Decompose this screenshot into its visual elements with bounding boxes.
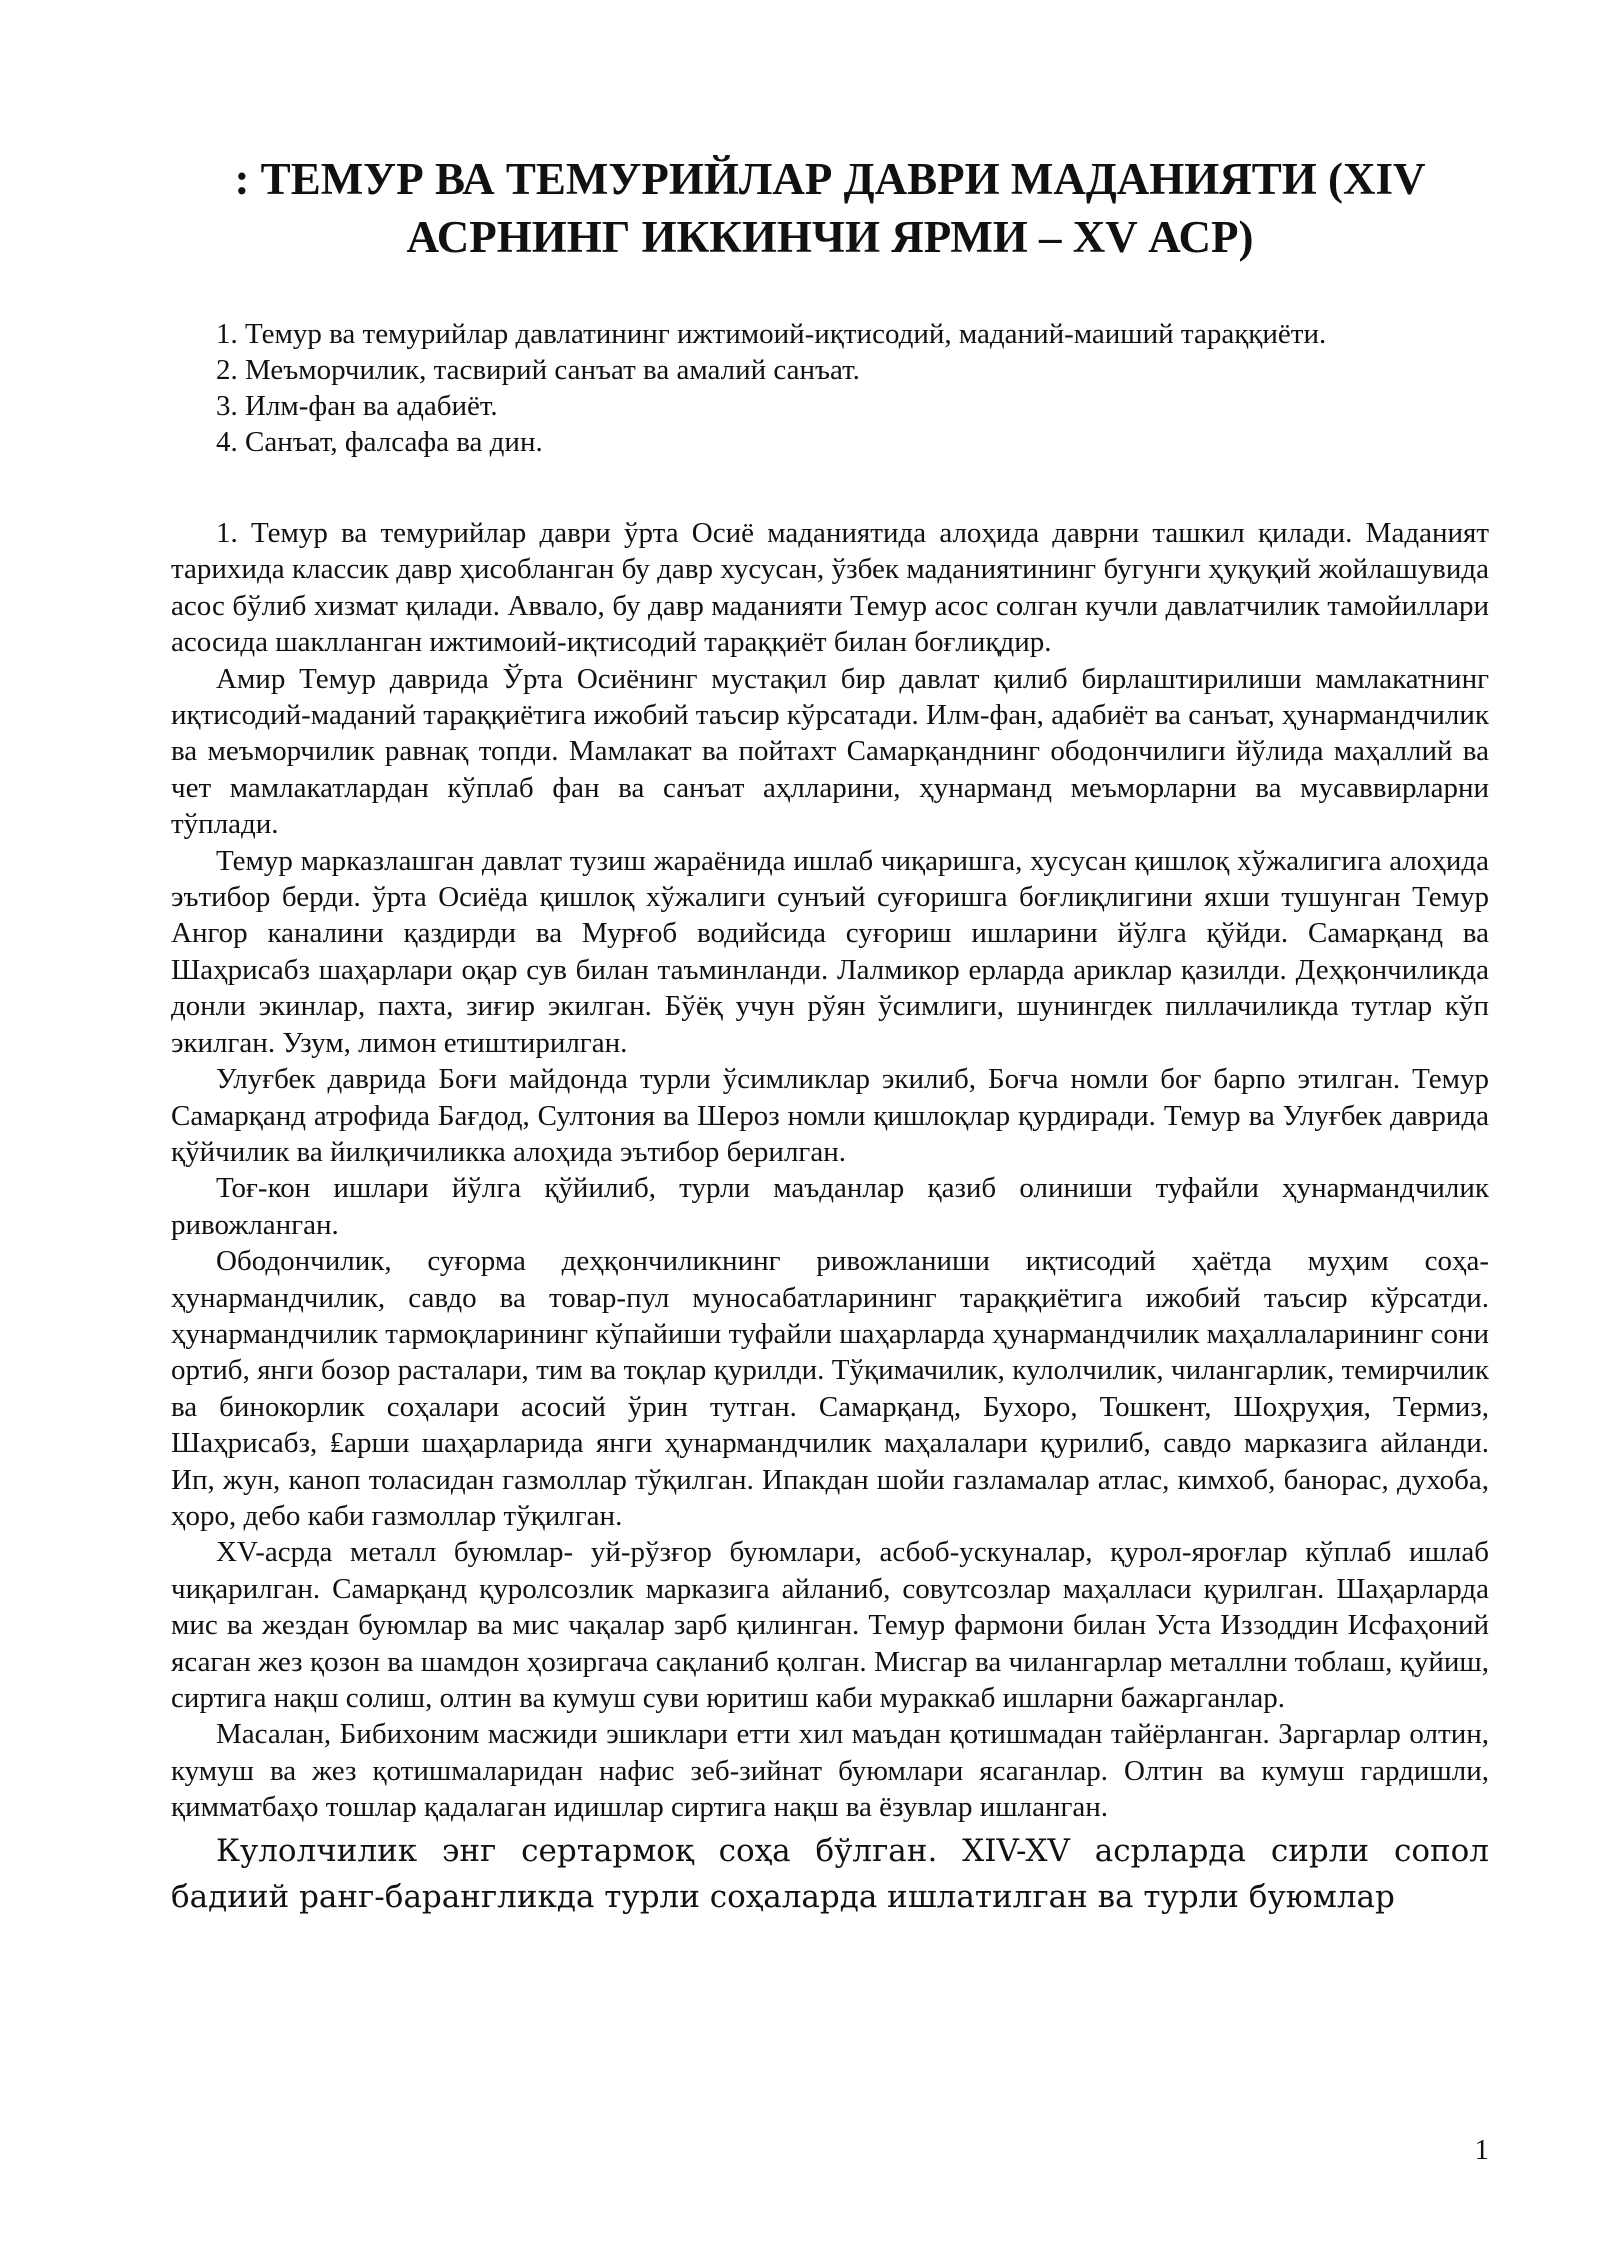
paragraph-9: Кулолчилик энг сертармоқ соҳа бўлган. XIV-XV асрларда сирли сопол бадиий ранг-барангликда турли соҳаларда ишлатилган ва турли буюмлар — [171, 1832, 1489, 1915]
paragraph-3: Темур марказлашган давлат тузиш жараёнида ишлаб чиқаришга, хусусан қишлоқ хўжалигига алоҳида эътибор берди. ўрта Осиёда қишлоқ хўжалиги сунъий суғоришга боғлиқлигини яхши тушунган Темур Ангор каналини қаздирди ва Мурғоб водийсида суғориш ишларини йўлга қўйди. Самарқанд ва Шаҳрисабз шаҳарлари оқар сув билан таъминланди. Лалмикор ерларда ариклар қазилди. Деҳқончиликда донли экинлар, пахта, зиғир экилган. Бўёқ учун рўян ўсимлиги, шунингдек пиллачиликда тутлар кўп экилган. Узум, лимон етиштирилган. — [171, 844, 1489, 1059]
paragraph-8: Масалан, Бибихоним масжиди эшиклари етти хил маъдан қотишмадан тайёрланган. Заргарлар олтин, кумуш ва жез қотишмаларидан нафис зеб-зийнат буюмлари ясаганлар. Олтин ва кумуш гардишли, қимматбаҳо тошлар қадалаган идишлар сиртига нақш ва ёзувлар ишланган. — [171, 1718, 1489, 1824]
title-line-1: : ТЕМУР ВА ТЕМУРИЙЛАР ДАВРИ МАДАНИЯТИ (XIV — [234, 154, 1426, 204]
toc-item-3: 3. Илм-фан ва адабиёт. — [216, 390, 498, 422]
paragraph-5: Тоғ-кон ишлари йўлга қўйилиб, турли маъданлар қазиб олиниши туфайли ҳунармандчилик ривожланган. — [171, 1172, 1489, 1241]
table-of-contents — [171, 316, 1489, 460]
paragraph-2: Амир Темур даврида Ўрта Осиёнинг мустақил бир давлат қилиб бирлаштирилиши мамлакатнинг иқтисодий-маданий тараққиётига ижобий таъсир кўрсатади. Илм-фан, адабиёт ва санъат, ҳунармандчилик ва меъморчилик равнақ топди. Мамлакат ва пойтахт Самарқанднинг ободончилиги йўлида маҳаллий ва чет мамлакатлардан кўплаб фан ва санъат аҳлларини, ҳунарманд меъморларни ва мусаввирларни тўплади. — [171, 662, 1489, 841]
document-page — [171, 150, 1489, 1920]
toc-item-4: 4. Санъат, фалсафа ва дин. — [216, 426, 543, 458]
document-title — [171, 150, 1489, 266]
title-line-2: АСРНИНГ ИККИНЧИ ЯРМИ – XV АСР) — [406, 212, 1254, 262]
body-text — [171, 515, 1489, 1920]
page-number: 1 — [1474, 2134, 1489, 2166]
paragraph-6: Ободончилик, суғорма деҳқончиликнинг ривожланиши иқтисодий ҳаётда муҳим соҳа-ҳунармандчилик, савдо ва товар-пул муносабатларининг тараққиётига ижобий таъсир кўрсатди. ҳунармандчилик тармоқларининг кўпайиши туфайли шаҳарларда ҳунармандчилик маҳаллаларининг сони ортиб, янги бозор расталари, тим ва тоқлар қурилди. Тўқимачилик, кулолчилик, чилангарлик, темирчилик ва бинокорлик соҳалари асосий ўрин тутган. Самарқанд, Бухоро, Тошкент, Шоҳруҳия, Термиз, Шаҳрисабз, ₤арши шаҳарларида янги ҳунармандчилик маҳалалари қурилиб, савдо марказига айланди. Ип, жун, каноп толасидан газмоллар тўқилган. Ипакдан шойи газламалар атлас, кимхоб, банорас, духоба, ҳоро, дебо каби газмоллар тўқилган. — [171, 1245, 1489, 1532]
paragraph-7: XV-асрда металл буюмлар- уй-рўзғор буюмлари, асбоб-ускуналар, қурол-ярoғлар кўплаб ишлаб чиқарилган. Самарқанд қуролсозлик марказига айланиб, совутсозлар маҳалласи қурилган. Шаҳарларда мис ва жездан буюмлар ва мис чақалар зарб қилинган. Темур фармони билан Уста Иззоддин Исфаҳоний ясаган жез қозон ва шамдон ҳозиргача сақланиб қолган. Мисгар ва чилангарлар металлни тоблаш, қуйиш, сиртига нақш солиш, олтин ва кумуш суви юритиш каби мураккаб ишларни бажарганлар. — [171, 1536, 1489, 1714]
toc-item-2: 2. Меъморчилик, тасвирий санъат ва амалий санъат. — [216, 354, 860, 386]
paragraph-1: 1. Темур ва темурийлар даври ўрта Осиё маданиятида алоҳида даврни ташкил қилади. Маданият тарихида классик давр ҳисобланган бу давр хусусан, ўзбек маданиятининг бугунги ҳуқуқий жойлашувида асос бўлиб хизмат қилади. Аввало, бу давр маданияти Темур асос солган кучли давлатчилик тамойиллари асосида шаклланган ижтимоий-иқтисодий тараққиёт билан боғлиқдир. — [171, 517, 1489, 659]
paragraph-4: Улуғбек даврида Боғи майдонда турли ўсимликлар экилиб, Боғча номли боғ барпо этилган. Темур Самарқанд атрофида Бағдод, Султония ва Шероз номли қишлоқлар қурдиради. Темур ва Улуғбек даврида қўйчилик ва йилқичиликка алоҳида эътибор берилган. — [171, 1063, 1489, 1168]
toc-item-1: 1. Темур ва темурийлар давлатининг ижтимоий-иқтисодий, маданий-маиший тараққиёти. — [216, 318, 1327, 350]
